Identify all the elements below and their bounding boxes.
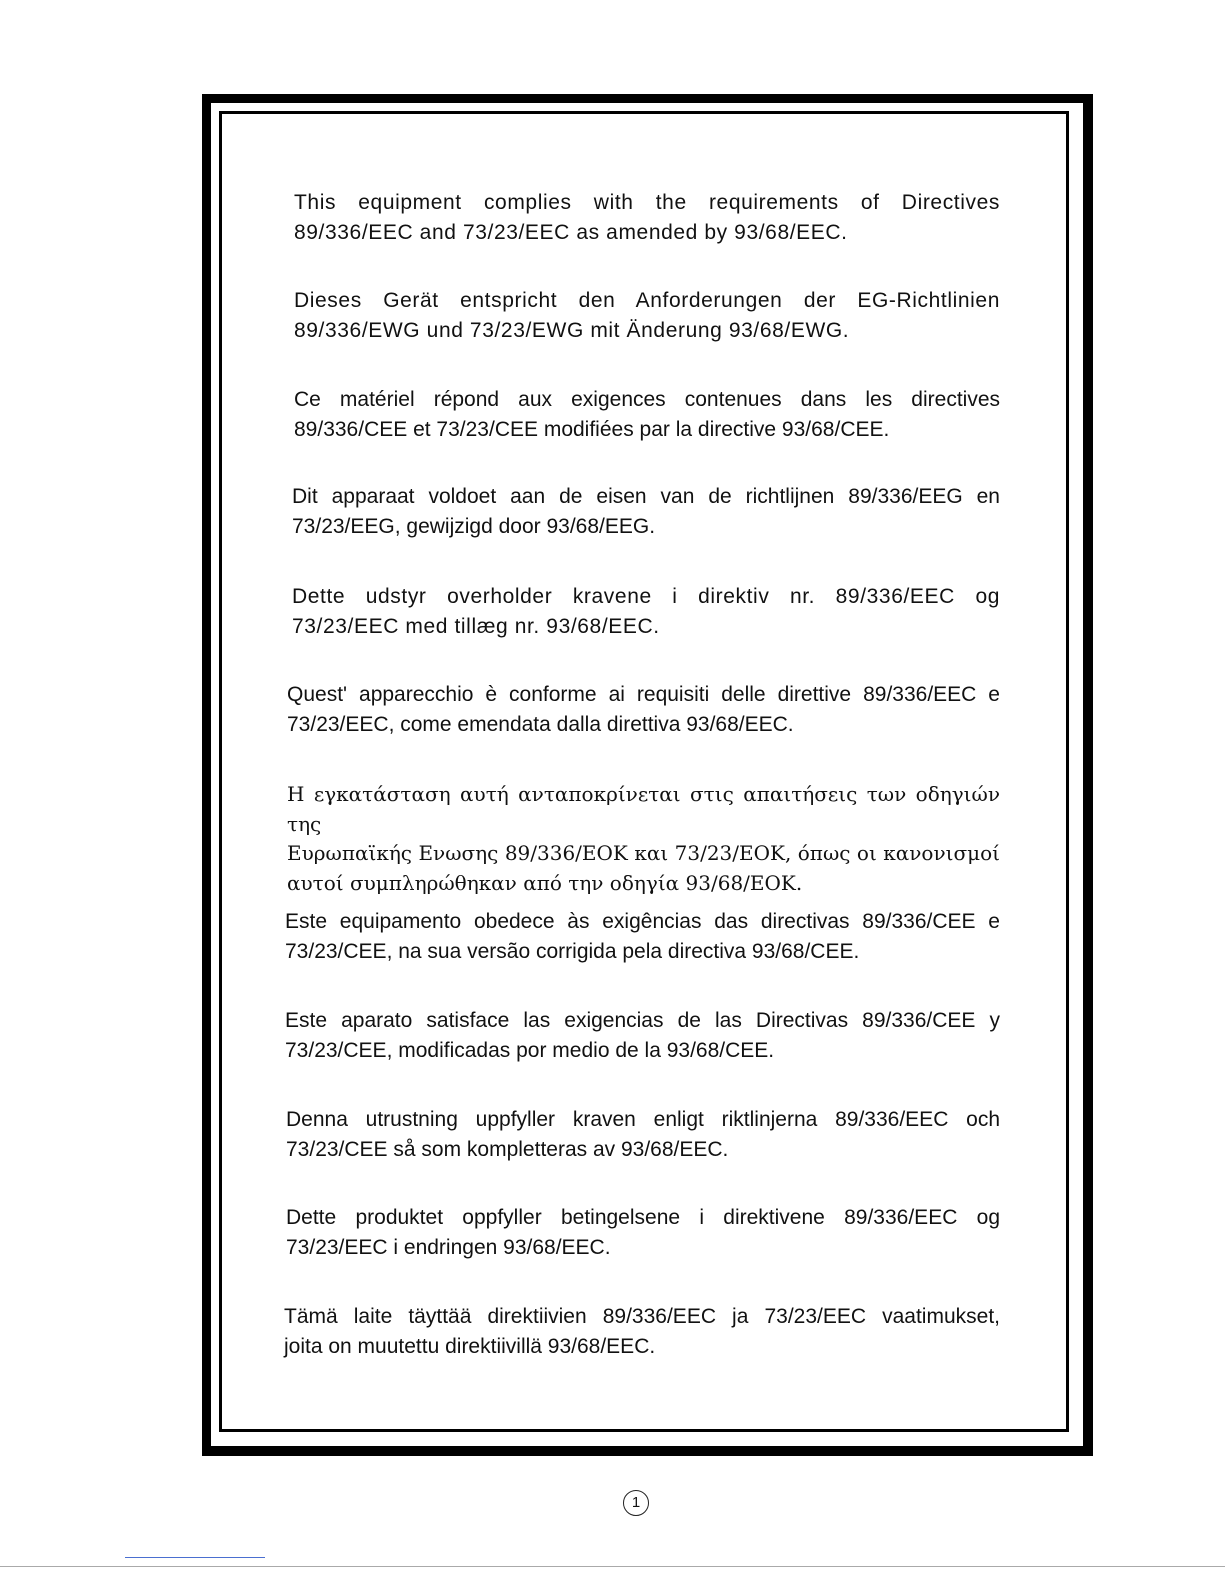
statement-line: Dieses Gerät entspricht den Anforderungen der EG-Richtlinien: [294, 289, 1000, 312]
statement-de: [294, 286, 1000, 345]
statement-line: joita on muutettu direktiivillä 93/68/EEC.: [284, 1334, 656, 1358]
statement-el: [287, 780, 1000, 898]
statement-line: Ce matériel répond aux exigences contenues dans les directives: [294, 388, 1000, 411]
statement-line: Tämä laite täyttää direktiivien 89/336/EEC ja 73/23/EEC vaatimukset,: [284, 1305, 1000, 1328]
statement-line: 73/23/EEC, come emendata dalla direttiva 93/68/EEC.: [287, 712, 794, 736]
statement-sv: [286, 1105, 1000, 1164]
statement-line: Dit apparaat voldoet aan de eisen van de richtlijnen 89/336/EEG en: [292, 485, 1000, 508]
statement-en: [294, 188, 1000, 247]
page-number: 1: [623, 1490, 649, 1516]
statement-line: Dette produktet oppfyller betingelsene i direktivene 89/336/EEC og: [286, 1206, 1000, 1229]
statement-line: 73/23/CEE så som kompletteras av 93/68/EEC.: [286, 1137, 729, 1161]
statement-line: 73/23/EEC med tillæg nr. 93/68/EEC.: [292, 614, 660, 638]
statement-line: 73/23/EEG, gewijzigd door 93/68/EEG.: [292, 514, 656, 538]
statement-da: [292, 582, 1000, 641]
statement-line: Quest' apparecchio è conforme ai requisiti delle direttive 89/336/EEC e: [287, 683, 1000, 706]
statement-line: 73/23/EEC i endringen 93/68/EEC.: [286, 1235, 611, 1259]
statement-no: [286, 1203, 1000, 1262]
statement-line: 89/336/EEC and 73/23/EEC as amended by 93/68/EEC.: [294, 220, 848, 244]
statement-line: 73/23/CEE, na sua versão corrigida pela directiva 93/68/CEE.: [285, 939, 860, 963]
statement-nl: [292, 482, 1000, 541]
statement-line: 89/336/EWG und 73/23/EWG mit Änderung 93/68/EWG.: [294, 318, 850, 342]
statement-line: 73/23/CEE, modificadas por medio de la 93/68/CEE.: [285, 1038, 775, 1062]
link-underline: [125, 1557, 265, 1558]
statement-line: Ευρωπαϊκής Ενωσης 89/336/ΕΟΚ και 73/23/ΕΟΚ, όπως οι κανονισμοί: [287, 841, 1000, 865]
statement-line: Denna utrustning uppfyller kraven enligt riktlinjerna 89/336/EEC och: [286, 1108, 1000, 1131]
page-edge-divider: [0, 1566, 1225, 1567]
statement-line: Η εγκατάσταση αυτή ανταποκρίνεται στις απαιτήσεις των οδηγιών της: [287, 782, 1000, 836]
statement-line: 89/336/CEE et 73/23/CEE modifiées par la directive 93/68/CEE.: [294, 417, 890, 441]
statement-line: Este aparato satisface las exigencias de las Directivas 89/336/CEE y: [285, 1009, 1000, 1032]
statement-pt: [285, 907, 1000, 966]
statement-it: [287, 680, 1000, 739]
statement-line: Este equipamento obedece às exigências das directivas 89/336/CEE e: [285, 910, 1000, 933]
statement-fr: [294, 385, 1000, 444]
statement-line: Dette udstyr overholder kravene i direktiv nr. 89/336/EEC og: [292, 585, 1000, 608]
statement-fi: [284, 1302, 1000, 1361]
statement-line: This equipment complies with the requirements of Directives: [294, 191, 1000, 214]
statement-es: [285, 1006, 1000, 1065]
statement-line: αυτοί συμπληρώθηκαν από την οδηγία 93/68/ΕΟΚ.: [287, 870, 803, 895]
